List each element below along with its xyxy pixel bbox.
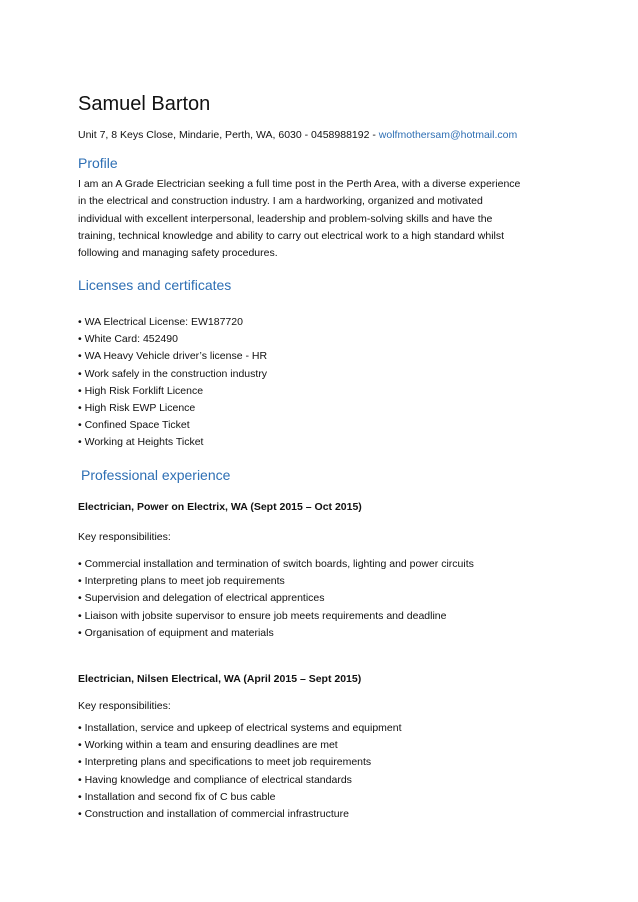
list-item: • Working within a team and ensuring deadlines are met — [78, 739, 338, 752]
licenses-list — [78, 314, 267, 452]
list-item: • WA Heavy Vehicle driver’s license - HR — [78, 350, 268, 363]
list-item: • Interpreting plans to meet job requirements — [78, 575, 285, 588]
list-item: • Having knowledge and compliance of electrical standards — [78, 773, 352, 786]
profile-line: in the electrical and construction industry. I am a hardworking, organized and motivated — [78, 195, 483, 208]
responsibilities-list — [78, 720, 402, 823]
experience-heading: Professional experience — [81, 467, 231, 483]
list-item: • High Risk Forklift Licence — [78, 384, 204, 397]
list-item: • Installation and second fix of C bus cable — [78, 790, 276, 803]
profile-line: I am an A Grade Electrician seeking a full time post in the Perth Area, with a diverse experience — [78, 178, 521, 190]
list-item: • Installation, service and upkeep of electrical systems and equipment — [78, 722, 402, 734]
profile-line: individual with excellent interpersonal, leadership and problem-solving skills and have the — [78, 212, 493, 225]
candidate-name: Samuel Barton — [78, 93, 211, 115]
list-item: • Supervision and delegation of electrical apprentices — [78, 592, 325, 605]
licenses-heading: Licenses and certificates — [78, 277, 232, 293]
job-title: Electrician, Nilsen Electrical, WA (April 2015 – Sept 2015) — [78, 673, 362, 685]
profile-text — [78, 176, 558, 262]
contact-line — [78, 128, 517, 142]
list-item: • Construction and installation of commercial infrastructure — [78, 808, 349, 821]
responsibilities-list — [78, 556, 474, 642]
list-item: • Organisation of equipment and materials — [78, 626, 274, 639]
key-responsibilities-label: Key responsibilities: — [78, 531, 171, 543]
list-item: • White Card: 452490 — [78, 333, 178, 346]
list-item: • Liaison with jobsite supervisor to ensure job meets requirements and deadline — [78, 609, 447, 622]
list-item: • Commercial installation and termination of switch boards, lighting and power circuits — [78, 558, 474, 570]
job-title: Electrician, Power on Electrix, WA (Sept 2015 – Oct 2015) — [78, 501, 362, 513]
email-link[interactable]: wolfmothersam@hotmail.com — [378, 129, 518, 141]
key-responsibilities-label: Key responsibilities: — [78, 700, 171, 712]
contact-details: Unit 7, 8 Keys Close, Mindarie, Perth, WA, 6030 - 0458988192 - — [78, 129, 379, 141]
list-item: • WA Electrical License: EW187720 — [78, 316, 243, 328]
list-item: • High Risk EWP Licence — [78, 402, 196, 415]
list-item: • Working at Heights Ticket — [78, 436, 204, 449]
profile-heading: Profile — [78, 155, 118, 171]
list-item: • Work safely in the construction industry — [78, 367, 268, 380]
profile-line: following and managing safety procedures. — [78, 247, 278, 260]
list-item: • Confined Space Ticket — [78, 419, 190, 432]
list-item: • Interpreting plans and specifications to meet job requirements — [78, 756, 372, 769]
profile-line: training, technical knowledge and ability to carry out electrical work to a high standard whilst — [78, 229, 505, 242]
